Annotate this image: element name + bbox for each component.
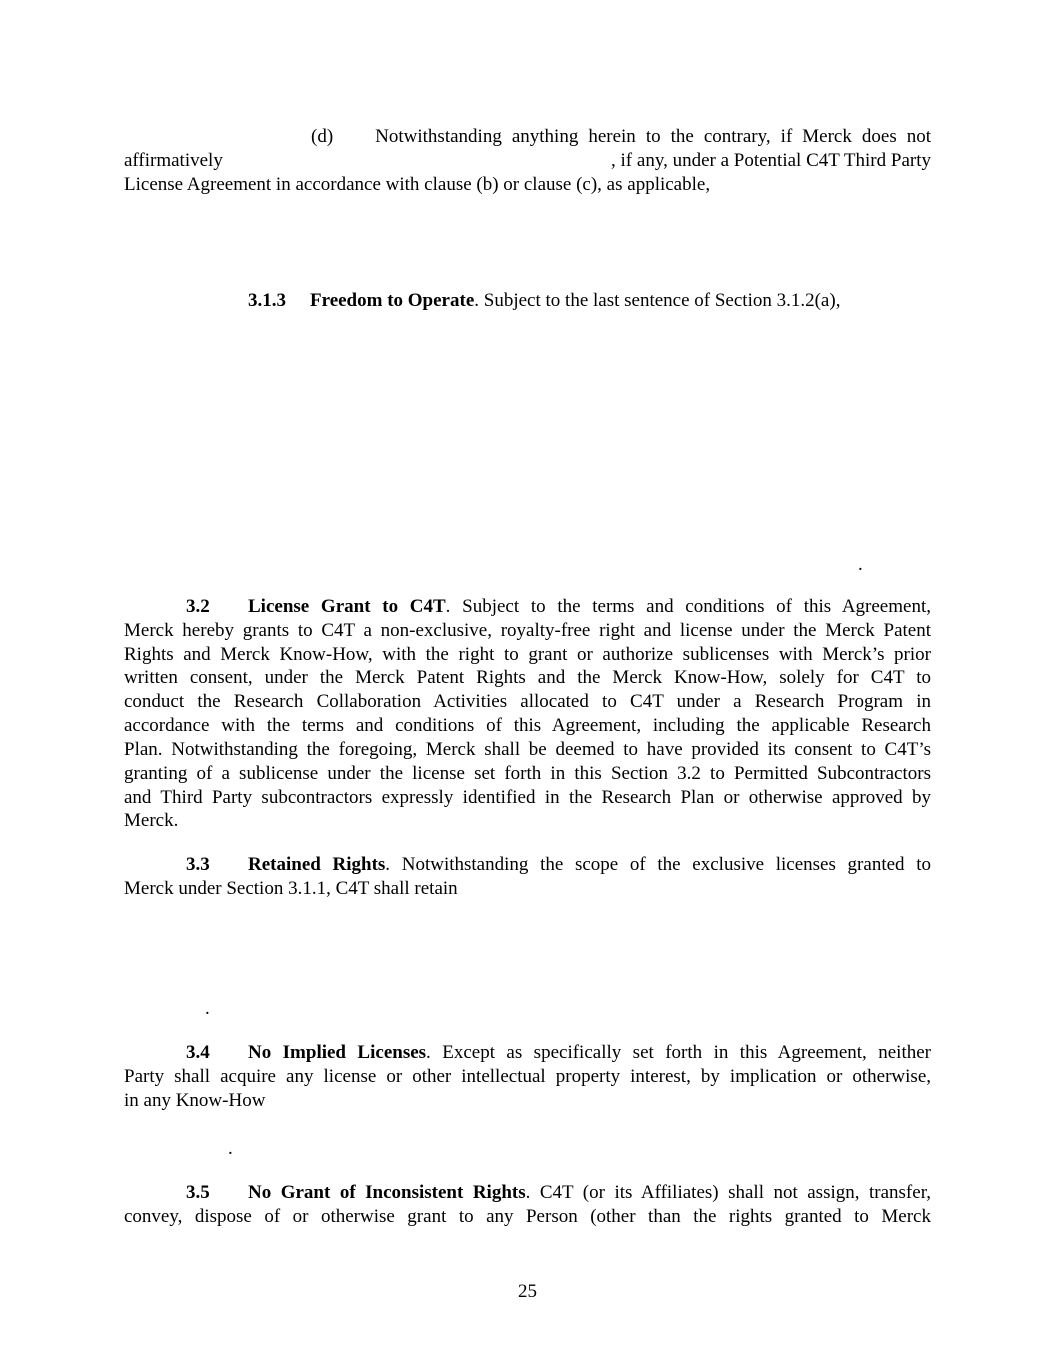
section-32-line-7: Plan. Notwithstanding the foregoing, Merck shall be deemed to have provided its consent to C4T’s	[124, 739, 931, 760]
clause-d-label: (d)	[311, 126, 334, 147]
section-32-line-8: granting of a sublicense under the license set forth in this Section 3.2 to Permitted Subcontractors	[124, 763, 931, 784]
section-33-number: 3.3	[186, 854, 210, 875]
section-32-line-2: Merck hereby grants to C4T a non-exclusive, royalty-free right and license under the Merck Patent	[124, 620, 931, 641]
section-32-line-5: conduct the Research Collaboration Activities allocated to C4T under a Research Program in	[124, 691, 931, 712]
section-33-trailing-period: .	[205, 998, 210, 1019]
clause-d-text-2-left: affirmatively	[124, 150, 223, 171]
section-32-line-1	[186, 595, 931, 619]
section-313-line-1	[248, 289, 931, 313]
section-34-number: 3.4	[186, 1042, 210, 1063]
section-33-heading: Retained Rights	[248, 854, 386, 875]
section-35-heading: No Grant of Inconsistent Rights	[248, 1182, 526, 1203]
section-32-heading: License Grant to C4T	[248, 596, 446, 617]
section-313-trailing-period: .	[858, 554, 863, 575]
section-32-line-9: and Third Party subcontractors expressly identified in the Research Plan or otherwise approved by	[124, 787, 931, 808]
page-number: 25	[518, 1281, 537, 1302]
clause-d-line-3	[124, 173, 931, 197]
section-33-line-2: Merck under Section 3.1.1, C4T shall retain	[124, 878, 458, 899]
section-32-line-10: Merck.	[124, 810, 179, 831]
section-32-text-1: . Subject to the terms and conditions of this Agreement,	[445, 596, 931, 617]
section-34-heading: No Implied Licenses	[248, 1042, 427, 1063]
section-34-trailing-period: .	[228, 1138, 233, 1159]
clause-d-text-1: Notwithstanding anything herein to the contrary, if Merck does not	[375, 126, 931, 147]
clause-d-line-2	[124, 149, 931, 173]
section-32-line-4: written consent, under the Merck Patent Rights and the Merck Know-How, solely for C4T to	[124, 667, 931, 688]
section-313-heading: Freedom to Operate	[310, 290, 475, 311]
section-32-line-6: accordance with the terms and conditions of this Agreement, including the applicable Research	[124, 715, 931, 736]
clause-d-line-1	[311, 125, 931, 149]
section-32-line-3: Rights and Merck Know-How, with the right to grant or authorize sublicenses with Merck’s prior	[124, 644, 931, 665]
section-35-number: 3.5	[186, 1182, 210, 1203]
section-35-text-1: . C4T (or its Affiliates) shall not assign, transfer,	[525, 1182, 932, 1203]
clause-d-text-2-right: , if any, under a Potential C4T Third Party	[611, 150, 931, 171]
section-34-text-1: . Except as specifically set forth in this Agreement, neither	[426, 1042, 931, 1063]
section-34-line-2: Party shall acquire any license or other intellectual property interest, by implication or otherwise,	[124, 1066, 931, 1087]
section-35-line-1	[186, 1181, 931, 1205]
section-34-line-3: in any Know-How	[124, 1090, 266, 1111]
section-32-number: 3.2	[186, 596, 210, 617]
section-33-text-1: . Notwithstanding the scope of the exclusive licenses granted to	[385, 854, 931, 875]
section-35-line-2: convey, dispose of or otherwise grant to any Person (other than the rights granted to Merck	[124, 1206, 931, 1227]
clause-d-text-3: License Agreement in accordance with clause (b) or clause (c), as applicable,	[124, 174, 711, 195]
section-34-line-1	[186, 1041, 931, 1065]
section-313-number: 3.1.3	[248, 290, 286, 311]
section-313-text: . Subject to the last sentence of Section 3.1.2(a),	[474, 290, 841, 311]
section-33-line-1	[186, 853, 931, 877]
